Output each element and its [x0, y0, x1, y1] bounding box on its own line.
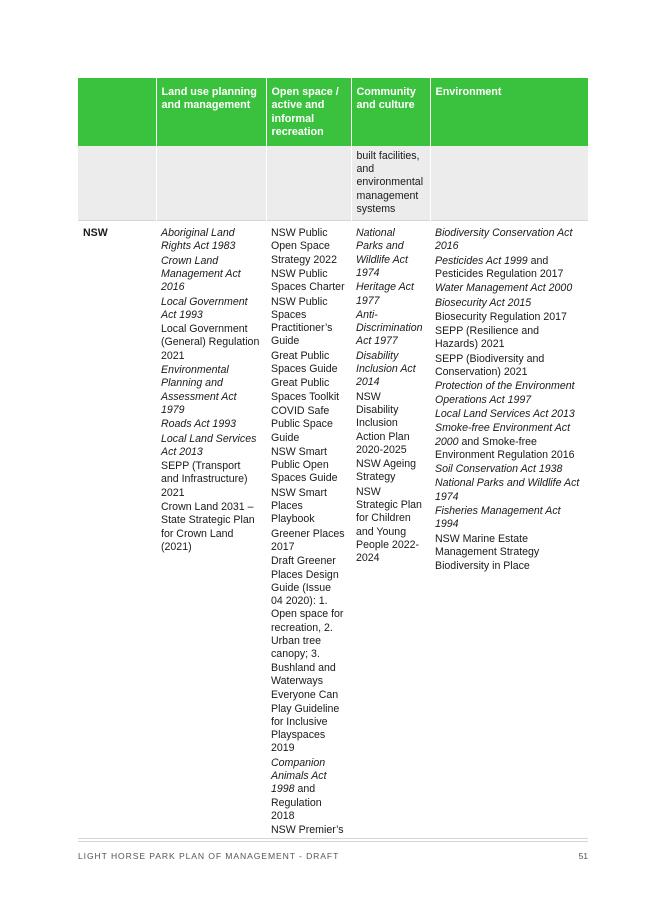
list-item: Protection of the Environment Operations Act 1997 [435, 380, 575, 406]
list-item: Crown Land 2031 – State Strategic Plan for Crown Land (2021) [161, 501, 255, 553]
list-item: NSW Ageing Strategy [356, 458, 417, 484]
cell-community [351, 221, 430, 839]
header-environment: Environment [430, 78, 588, 146]
list-item: Great Public Spaces Guide [271, 349, 338, 376]
list-item: Biosecurity Regulation 2017 [435, 310, 567, 323]
list-item: Biodiversity Conservation Act 2016 [435, 227, 573, 253]
list-item: Environmental Planning and Assessment Act 1979 [161, 364, 237, 416]
table-row-continuation [78, 146, 588, 221]
list-item: Local Government Act 1993 [161, 295, 248, 321]
list-item: Local Land Services Act 2013 [161, 432, 257, 458]
list-item: NSW Smart Places Playbook [271, 486, 327, 526]
item-title: Companion Animals Act 1998 [271, 756, 327, 796]
legislation-table [78, 78, 588, 839]
cell-land-use [156, 221, 266, 839]
footer-divider [78, 841, 588, 842]
list-item: Fisheries Management Act 1994 [435, 505, 561, 531]
list-item: COVID Safe Public Space Guide [271, 404, 333, 444]
cell-community-continued: built facilities, and environmental management systems [351, 146, 430, 221]
list-item: SEPP (Resilience and Hazards) 2021 [435, 325, 540, 351]
list-item: Great Public Spaces Toolkit [271, 377, 340, 403]
header-community: Community and culture [351, 78, 430, 146]
table-row-nsw [78, 221, 588, 839]
list-item: NSW Strategic Plan for Children and Young People 2022-2024 [356, 485, 422, 565]
list-item: Aboriginal Land Rights Act 1983 [161, 227, 236, 253]
list-item: Draft Greener Places Design Guide (Issue 04 2020): 1. Open space for recreation, 2. Urban tree canopy; 3. Bushland and Waterways [271, 555, 344, 687]
item-title: Smoke-free Environment Act 2000 [435, 422, 571, 448]
list-item: NSW Marine Estate Management Strategy [435, 532, 540, 558]
list-item: NSW Smart Public Open Spaces Guide [271, 445, 338, 485]
cell-environment [430, 221, 588, 839]
list-item: Local Land Services Act 2013 [435, 407, 575, 420]
list-item: Anti-Discrimination Act 1977 [356, 308, 423, 348]
item-suffix: and Smoke-free Environment Regulation 2016 [435, 435, 575, 461]
list-item: Greener Places 2017 [271, 527, 345, 553]
page-number: 51 [578, 851, 588, 861]
cell-open-space [266, 221, 351, 839]
item-suffix: and Pesticides Regulation 2017 [435, 254, 564, 280]
list-item: Disability Inclusion Act 2014 [356, 349, 416, 389]
list-item: NSW Disability Inclusion Action Plan 2020-2025 [356, 390, 410, 456]
header-open-space: Open space / active and informal recreation [266, 78, 351, 146]
list-item: Everyone Can Play Guideline for Inclusive Playspaces 2019 [271, 689, 340, 755]
table-header-row [78, 78, 588, 146]
list-item: National Parks and Wildlife Act 1974 [435, 477, 580, 503]
cell-empty [430, 146, 588, 221]
list-item: SEPP (Transport and Infrastructure) 2021 [161, 460, 248, 499]
item-suffix: and Regulation 2018 [271, 783, 322, 822]
header-region [78, 78, 156, 146]
list-item: Heritage Act 1977 [356, 281, 414, 307]
list-item: Crown Land Management Act 2016 [161, 254, 241, 294]
list-item [435, 422, 582, 462]
cell-empty [266, 146, 351, 221]
list-item: Water Management Act 2000 [435, 282, 573, 295]
header-land-use: Land use planning and management [156, 78, 266, 146]
footer-title: LIGHT HORSE PARK PLAN OF MANAGEMENT - DRAFT [78, 851, 340, 861]
list-item: Soil Conservation Act 1938 [435, 463, 563, 476]
list-item: Local Government (General) Regulation 2021 [161, 323, 260, 362]
list-item: NSW Public Spaces Practitioner’s Guide [271, 295, 333, 348]
list-item: NSW Premier’s [271, 824, 344, 837]
list-item [271, 757, 345, 823]
list-item: NSW Public Spaces Charter [271, 268, 345, 294]
cell-region: NSW [78, 221, 156, 839]
list-item: Biosecurity Act 2015 [435, 296, 532, 309]
cell-empty [156, 146, 266, 221]
list-item: Roads Act 1993 [161, 418, 236, 431]
cell-empty [78, 146, 156, 221]
item-title: Pesticides Act 1999 [435, 254, 528, 267]
list-item: NSW Public Open Space Strategy 2022 [271, 227, 337, 266]
list-item: Biodiversity in Place [435, 560, 530, 573]
list-item [435, 255, 582, 282]
list-item: SEPP (Biodiversity and Conservation) 2021 [435, 352, 545, 379]
list-item: National Parks and Wildlife Act 1974 [356, 227, 408, 279]
